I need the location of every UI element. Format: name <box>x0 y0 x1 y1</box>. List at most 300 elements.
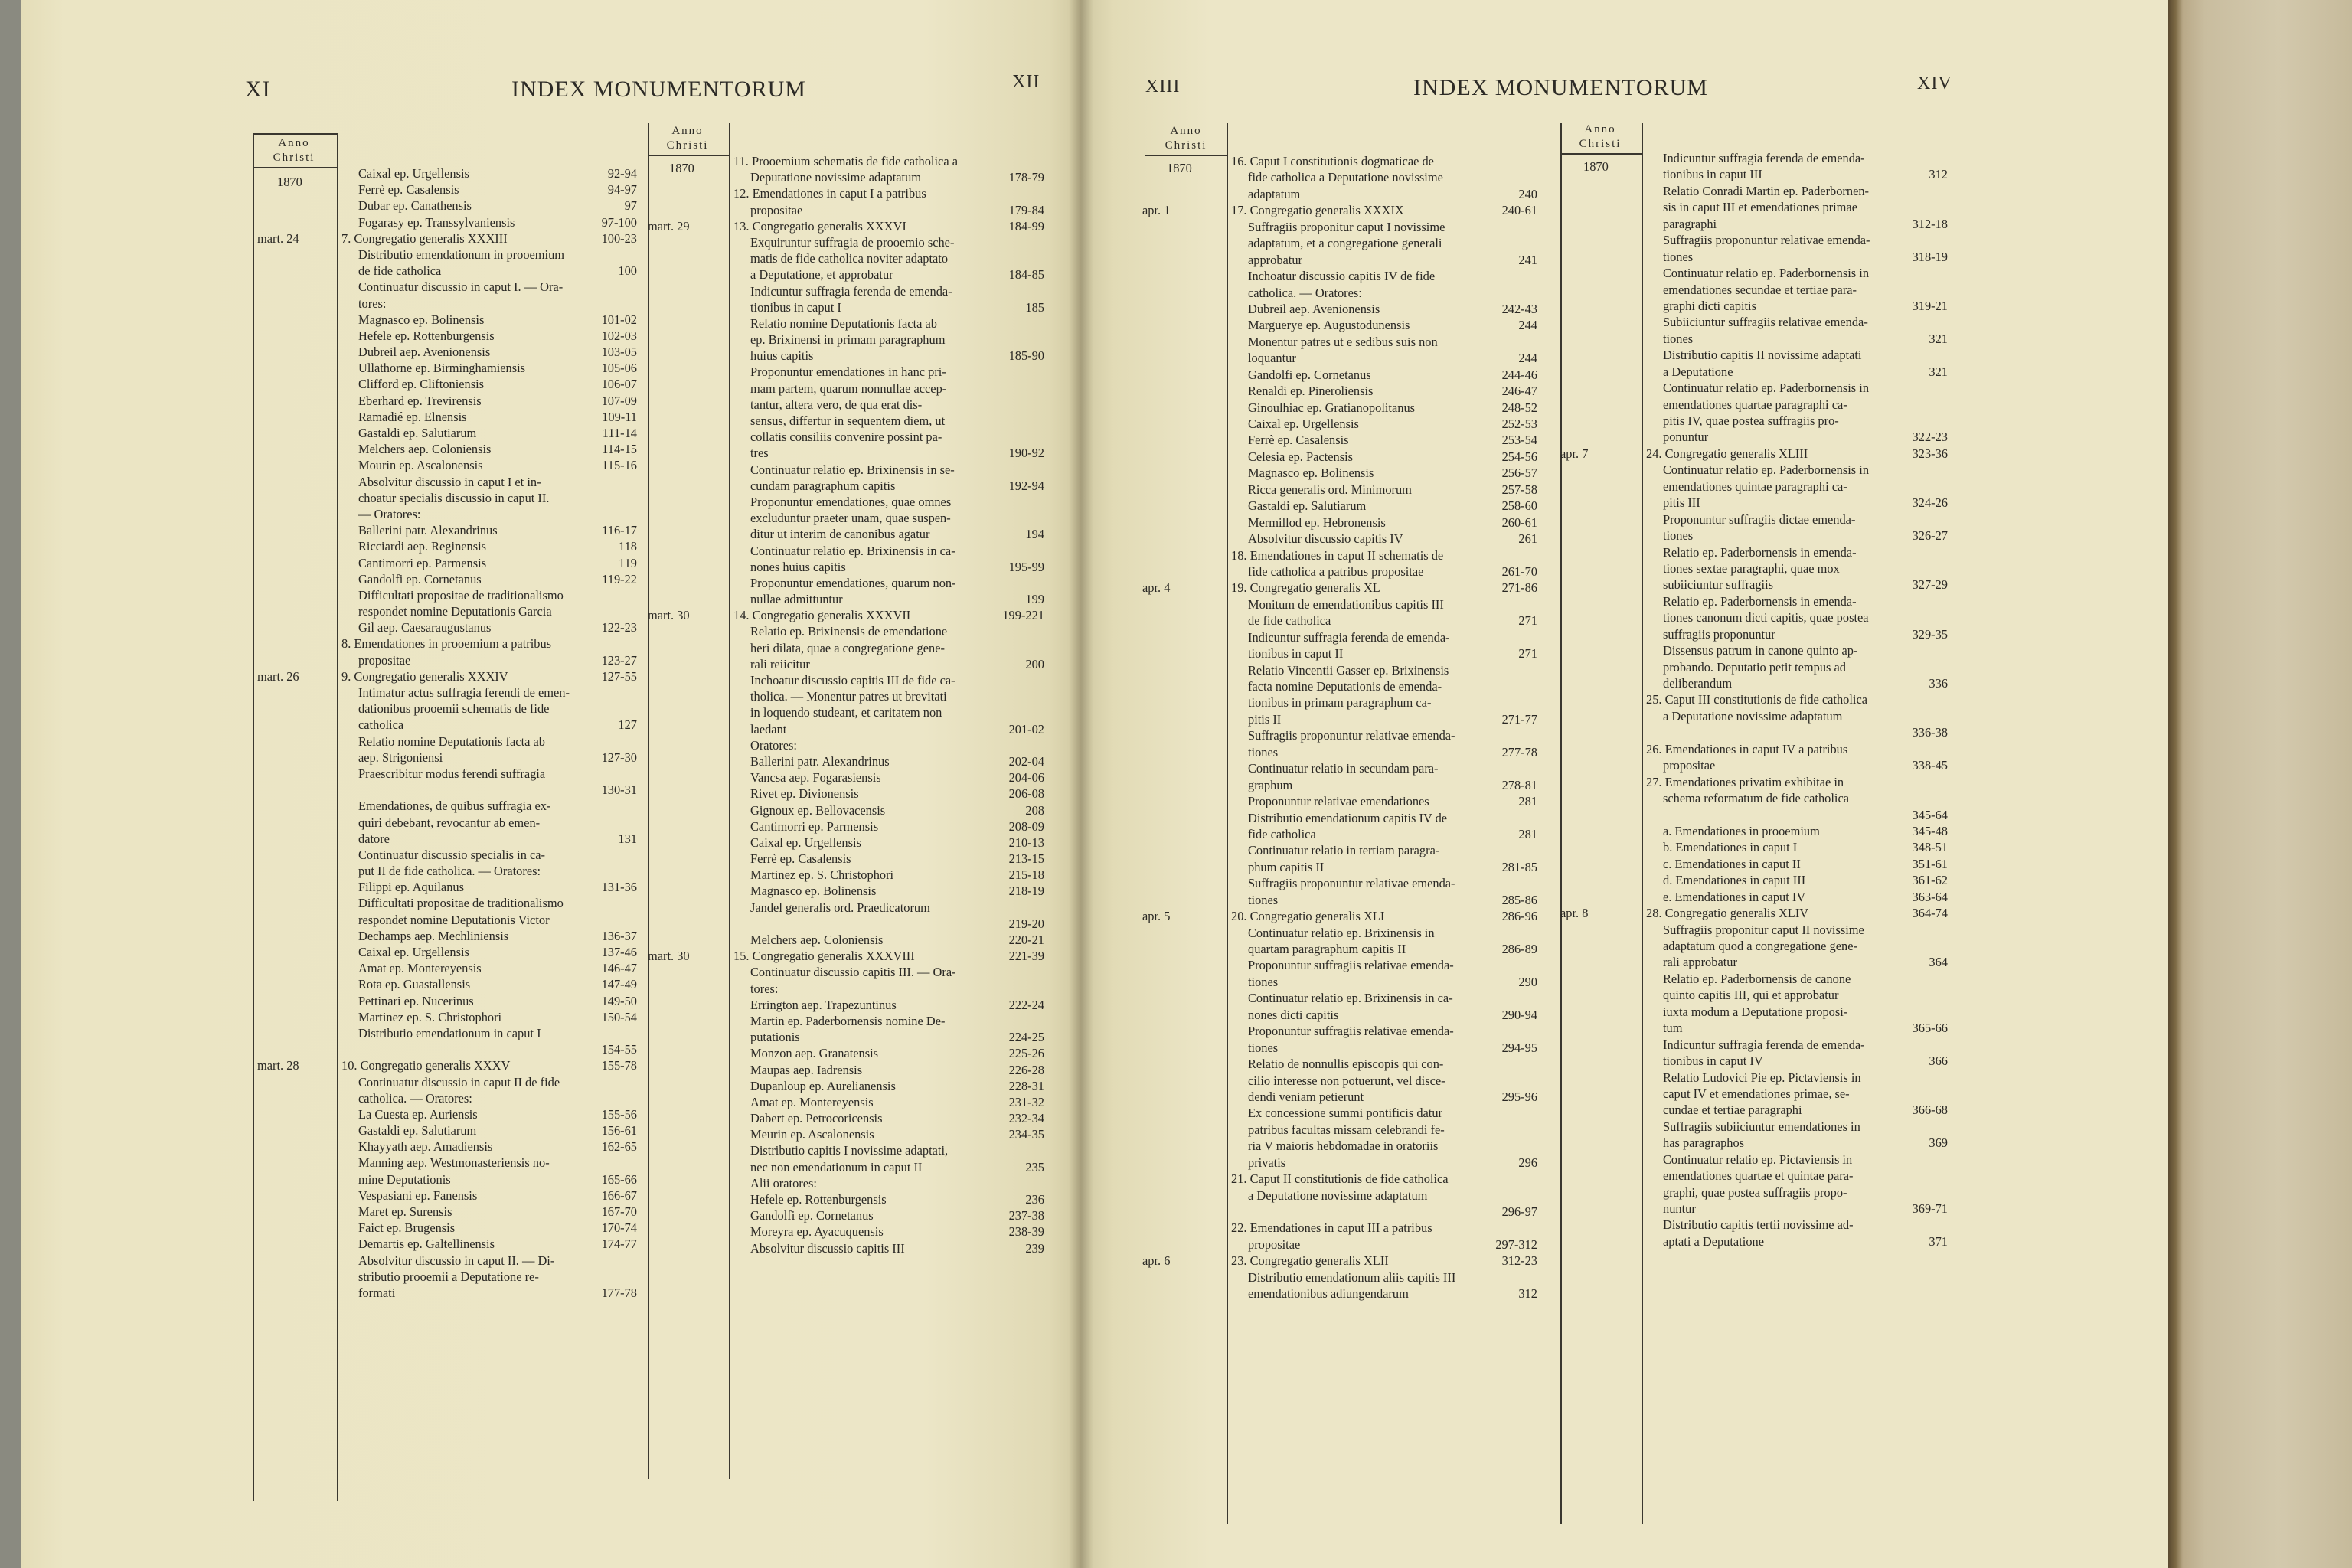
column-rule-1a <box>253 133 254 1501</box>
column-rule-2a <box>648 122 649 1479</box>
entry-page-ref: 178-79 <box>1008 170 1044 185</box>
entry-page-ref: 281 <box>1518 826 1537 841</box>
entry-page-ref: 237-38 <box>1008 1208 1044 1223</box>
entry-page-ref: 319-21 <box>1912 298 1948 313</box>
entry-text: Continuatur relatio ep. Brixinensis in ca- <box>750 543 956 558</box>
entry-text: cundae et tertiae paragraphi <box>1663 1102 1802 1118</box>
index-entry <box>1231 612 1537 629</box>
entry-text: Magnasco ep. Bolinensis <box>1248 466 1374 481</box>
entry-text: Relatio nomine Deputationis facta ab <box>358 733 545 749</box>
entry-page-ref: 226-28 <box>1008 1062 1044 1077</box>
entry-text: Distributio emendationum capitis IV de <box>1248 810 1448 825</box>
entry-text: Martinez ep. S. Christophori <box>750 867 894 883</box>
entry-text: Suffragiis proponitur caput II novissime <box>1663 922 1864 937</box>
index-entry <box>1231 169 1537 185</box>
index-entry <box>341 652 637 668</box>
entry-page-ref: 312 <box>1518 1286 1537 1302</box>
index-entry <box>341 263 637 279</box>
index-entry <box>1646 856 1948 872</box>
index-entry <box>1231 859 1537 875</box>
entry-text: cundam paragraphum capitis <box>750 478 896 493</box>
entry-text: matis de fide catholica noviter adaptato <box>750 251 949 266</box>
index-entry <box>341 571 637 587</box>
entry-text: Ullathorne ep. Birminghamiensis <box>358 361 526 376</box>
entry-page-ref: 228-31 <box>1008 1078 1044 1093</box>
header-rule-4 <box>1560 153 1642 155</box>
entry-text: Hefele ep. Rottenburgensis <box>750 1192 887 1207</box>
index-entry <box>1646 790 1948 806</box>
entry-text: Ricca generalis ord. Minimorum <box>1248 482 1412 497</box>
index-entry <box>1646 1135 1948 1151</box>
entry-text: Dupanloup ep. Aurelianensis <box>750 1078 896 1093</box>
entry-text: Ferrè ep. Casalensis <box>1248 433 1349 448</box>
entry-text: Distributio capitis I novissime adaptati, <box>750 1143 949 1158</box>
entry-text: suffragiis proponuntur <box>1663 626 1775 642</box>
index-entry <box>1646 216 1948 232</box>
index-entry <box>1646 1200 1948 1217</box>
entry-date: apr. 4 <box>1142 580 1171 596</box>
entry-date: apr. 6 <box>1142 1253 1171 1269</box>
index-entry <box>1646 166 1948 182</box>
entry-text: emendationes secundae et tertiae para- <box>1663 282 1857 297</box>
index-entry <box>733 169 1044 185</box>
entry-text: pitis IV, quae postea suffragiis pro- <box>1663 413 1839 428</box>
index-entry <box>648 607 1044 623</box>
entry-text: Proponuntur suffragiis relativae emenda- <box>1248 1024 1454 1039</box>
entry-page-ref: 221-39 <box>1008 949 1044 964</box>
index-entry <box>1231 1040 1537 1056</box>
index-entry <box>1646 544 1948 560</box>
index-entry <box>1231 1269 1537 1285</box>
column-rule-4b <box>1642 122 1643 1524</box>
index-entry <box>1231 531 1537 547</box>
entry-text: 19. Congregatio generalis XL <box>1231 580 1380 596</box>
entry-text: Demartis ep. Galtellinensis <box>358 1236 495 1252</box>
index-entry <box>733 526 1044 542</box>
entry-text: 21. Caput II constitutionis de fide catholica <box>1231 1171 1449 1187</box>
index-entry <box>1231 564 1537 580</box>
index-entry <box>733 753 1044 769</box>
index-entry <box>733 737 1044 753</box>
index-entry <box>341 782 637 798</box>
index-entry <box>733 462 1044 478</box>
entry-text: Gignoux ep. Bellovacensis <box>750 802 886 818</box>
index-entry <box>1646 741 1948 757</box>
index-entry <box>733 397 1044 413</box>
year-label-1: 1870 <box>277 175 302 189</box>
entry-page-ref: 105-06 <box>601 361 637 376</box>
entry-text: 14. Congregatio generalis XXXVII <box>733 608 911 623</box>
year-label-2: 1870 <box>669 161 694 175</box>
index-entry <box>1646 380 1948 396</box>
index-entry <box>1231 694 1537 710</box>
index-entry <box>341 296 637 312</box>
entry-text: Melchers aep. Coloniensis <box>750 933 884 947</box>
entry-page-ref: 290-94 <box>1501 1007 1537 1022</box>
index-entry <box>341 815 637 831</box>
entry-text: Filippi ep. Aquilanus <box>358 880 464 895</box>
index-entry <box>1646 889 1948 905</box>
entry-text: catholica <box>358 717 404 733</box>
entry-text: Eberhard ep. Trevirensis <box>358 393 482 408</box>
index-entry <box>1231 1138 1537 1154</box>
entry-page-ref: 224-25 <box>1008 1030 1044 1045</box>
index-entry <box>1646 298 1948 314</box>
entry-text: Proponuntur emendationes in hanc pri- <box>750 364 946 380</box>
index-entry <box>341 1025 637 1041</box>
index-entry <box>1646 823 1948 839</box>
entry-text: ditur ut interim de canonibus agatur <box>750 527 930 542</box>
index-entry <box>733 185 1044 201</box>
index-entry <box>733 704 1044 720</box>
entry-page-ref: 234-35 <box>1008 1127 1044 1142</box>
index-entry <box>341 247 637 263</box>
entry-text: Ballerini patr. Alexandrinus <box>358 523 498 538</box>
index-entry <box>733 1142 1044 1158</box>
entry-page-ref: 119-22 <box>602 571 637 586</box>
index-entry <box>1646 364 1948 380</box>
entry-text: nec non emendationum in caput II <box>750 1159 923 1174</box>
index-entry <box>341 165 637 181</box>
entry-text: Maret ep. Surensis <box>358 1204 452 1219</box>
entry-text: Suffragiis proponitur caput I novissime <box>1248 219 1446 234</box>
entry-text: emendationes quartae paragraphi ca- <box>1663 397 1847 412</box>
index-entry <box>733 640 1044 656</box>
entry-page-ref: 127 <box>618 717 637 733</box>
entry-page-ref: 106-07 <box>601 377 637 392</box>
index-entry <box>1142 1253 1537 1269</box>
index-entry <box>1231 826 1537 842</box>
anno-christi-header-3: Anno Christi <box>1165 125 1207 152</box>
index-entry <box>341 701 637 717</box>
entry-text: 23. Congregatio generalis XLII <box>1231 1253 1389 1269</box>
entry-page-ref: 162-65 <box>601 1139 637 1155</box>
entry-page-ref: 185-90 <box>1008 348 1044 364</box>
entry-text: — Oratores: <box>358 506 421 521</box>
entry-page-ref: 235 <box>1025 1159 1044 1174</box>
entry-text: 11. Prooemium schematis de fide catholica a <box>733 154 958 168</box>
entry-text: Monentur patres ut e sedibus suis non <box>1248 334 1438 349</box>
index-entry <box>1231 350 1537 366</box>
index-entry <box>1646 1217 1948 1233</box>
index-entry <box>1231 842 1537 858</box>
entry-page-ref: 345-48 <box>1912 823 1948 838</box>
entry-text: Proponuntur suffragiis dictae emenda- <box>1663 511 1856 527</box>
index-entry <box>733 510 1044 526</box>
entry-page-ref: 261 <box>1518 531 1537 547</box>
entry-text: Ballerini patr. Alexandrinus <box>750 753 890 769</box>
entry-text: Renaldi ep. Pineroliensis <box>1248 384 1374 399</box>
entry-page-ref: 281 <box>1518 794 1537 809</box>
index-entry <box>1646 971 1948 987</box>
entry-text: graphi, quae postea suffragiis propo- <box>1663 1184 1847 1200</box>
entry-text: Dubar ep. Canathensis <box>358 198 472 214</box>
index-entry <box>341 1253 637 1269</box>
column-rule-1b <box>337 133 338 1501</box>
entry-page-ref: 324-26 <box>1912 495 1948 511</box>
entry-text: Cantimorri ep. Parmensis <box>358 555 487 570</box>
entry-text: ep. Brixinensi in primam paragraphum <box>750 332 946 348</box>
index-entry <box>341 684 637 701</box>
entry-page-ref: 312-18 <box>1912 216 1948 231</box>
index-entry <box>341 1220 637 1236</box>
index-entry <box>1231 465 1537 481</box>
entry-text: choatur specialis discussio in caput II. <box>358 490 550 505</box>
index-entry <box>733 851 1044 867</box>
index-entry <box>1231 925 1537 941</box>
entry-text: privatis <box>1248 1155 1286 1170</box>
index-entry <box>341 538 637 554</box>
index-entry <box>733 1045 1044 1061</box>
entry-text: graphum <box>1248 777 1293 792</box>
entry-text: 25. Caput III constitutionis de fide catholica <box>1646 692 1868 707</box>
index-entry <box>733 332 1044 348</box>
entry-date: mart. 28 <box>257 1058 299 1073</box>
index-entry <box>1231 1187 1537 1204</box>
entry-page-ref: 184-99 <box>1008 218 1044 234</box>
entry-page-ref: 131 <box>618 831 637 846</box>
index-entry <box>341 587 637 603</box>
entry-text: caput IV et emendationes primae, se- <box>1663 1086 1850 1101</box>
entry-page-ref: 206-08 <box>1008 786 1044 802</box>
entry-page-ref: 364-74 <box>1912 906 1948 921</box>
entry-text: loquantur <box>1248 351 1296 366</box>
entry-text: tum <box>1663 1021 1683 1036</box>
index-entry <box>1646 199 1948 215</box>
entry-page-ref: 131-36 <box>601 880 637 895</box>
index-entry <box>1646 626 1948 642</box>
entry-page-ref: 256-57 <box>1501 466 1537 481</box>
entry-page-ref: 338-45 <box>1912 758 1948 773</box>
index-entry <box>1231 1089 1537 1105</box>
entry-text: Indicuntur suffragia ferenda de emenda- <box>1248 629 1450 645</box>
index-entry <box>341 976 637 992</box>
index-entry <box>1646 724 1948 740</box>
entry-text: Monitum de emendationibus capitis III <box>1248 596 1444 612</box>
entry-page-ref: 327-29 <box>1912 577 1948 593</box>
index-entry <box>733 997 1044 1013</box>
entry-text: adaptatum <box>1248 186 1301 201</box>
entry-text: Hefele ep. Rottenburgensis <box>358 328 495 343</box>
entry-text: Distributio emendationum in caput I <box>358 1025 541 1040</box>
entry-page-ref: 116-17 <box>602 523 637 538</box>
entry-page-ref: 366-68 <box>1912 1102 1948 1118</box>
entry-text: collatis consiliis convenire possint pa- <box>750 430 942 445</box>
entry-text: datore <box>358 831 390 846</box>
entry-text: propositae <box>750 202 803 217</box>
entry-text: Absolvitur discussio in caput II. — Di- <box>358 1253 555 1268</box>
entry-page-ref: 147-49 <box>601 977 637 992</box>
entry-text: huius capitis <box>750 348 814 364</box>
entry-date: mart. 26 <box>257 668 299 684</box>
index-entry <box>341 409 637 425</box>
entry-text: Oratores: <box>750 737 797 753</box>
index-entry <box>341 766 637 782</box>
entry-text: Distributio capitis tertii novissime ad- <box>1663 1217 1854 1233</box>
entry-text: Intimatur actus suffragia ferendi de emen- <box>358 685 570 700</box>
index-entry <box>733 559 1044 575</box>
index-entry <box>341 198 637 214</box>
index-entry <box>1231 449 1537 465</box>
entry-text: respondet nomine Deputationis Victor <box>358 912 550 927</box>
entry-page-ref: 199 <box>1025 592 1044 607</box>
index-entry <box>1646 872 1948 888</box>
entry-page-ref: 295-96 <box>1501 1089 1537 1104</box>
entry-page-ref: 155-56 <box>601 1106 637 1122</box>
index-entry <box>1231 1023 1537 1039</box>
entry-text: sensus, differtur in sequentem diem, ut <box>750 413 946 428</box>
entry-text: pitis II <box>1248 711 1282 727</box>
entry-text: aep. Strigoniensi <box>358 750 443 765</box>
entry-text: Inchoatur discussio capitis III de fide ca- <box>750 673 956 688</box>
entry-text: Martin ep. Paderbornensis nomine De- <box>750 1013 946 1028</box>
entry-text: iuxta modum a Deputatione proposi- <box>1663 1004 1848 1019</box>
entry-text: Emendationes, de quibus suffragia ex- <box>358 799 551 814</box>
entry-text: Mourin ep. Ascalonensis <box>358 458 483 473</box>
entry-page-ref: 363-64 <box>1912 889 1948 904</box>
index-entry <box>1646 1086 1948 1102</box>
index-entry <box>733 348 1044 364</box>
entry-text: Manning aep. Westmonasteriensis no- <box>358 1155 550 1171</box>
entry-text: 28. Congregatio generalis XLIV <box>1646 906 1809 921</box>
index-entry <box>1231 645 1537 662</box>
index-entry <box>1231 1204 1537 1220</box>
index-entry <box>1231 432 1537 448</box>
entry-page-ref: 348-51 <box>1912 840 1948 855</box>
index-entry <box>257 668 637 684</box>
index-entry <box>341 1269 637 1285</box>
index-entry <box>733 786 1044 802</box>
index-entry <box>733 445 1044 461</box>
entry-page-ref: 208-09 <box>1008 818 1044 834</box>
entry-text: Marguerye ep. Augustodunensis <box>1248 318 1410 333</box>
header-rule-1b <box>253 167 337 168</box>
entry-text: approbatur <box>1248 252 1302 267</box>
header-rule-3 <box>1145 155 1227 156</box>
entry-date: mart. 30 <box>648 608 690 623</box>
entry-page-ref: 218-19 <box>1008 884 1044 899</box>
index-entry <box>1646 593 1948 609</box>
entry-page-ref: 345-64 <box>1912 807 1948 822</box>
index-entry <box>1646 314 1948 330</box>
entry-page-ref: 195-99 <box>1008 559 1044 574</box>
entry-page-ref: 246-47 <box>1501 384 1537 399</box>
index-entry <box>1646 987 1948 1003</box>
index-entry <box>1231 793 1537 809</box>
entry-page-ref: 322-23 <box>1912 430 1948 445</box>
running-title-right: INDEX MONUMENTORUM <box>1413 75 1708 100</box>
entry-page-ref: 321 <box>1929 331 1948 346</box>
index-entry <box>1231 810 1537 826</box>
entry-page-ref: 150-54 <box>601 1009 637 1024</box>
index-entry <box>341 279 637 295</box>
index-entry <box>341 798 637 814</box>
entry-text: tionibus in caput II <box>1248 646 1344 662</box>
column-rule-3 <box>1227 122 1228 1524</box>
entry-text: Absolvitur discussio capitis III <box>750 1240 905 1256</box>
entry-page-ref: 94-97 <box>607 182 637 198</box>
entry-page-ref: 297-312 <box>1495 1236 1537 1252</box>
index-entry <box>1560 905 1948 921</box>
index-entry <box>733 1078 1044 1094</box>
index-entry <box>1646 954 1948 970</box>
entry-text: tores: <box>750 981 779 996</box>
entry-page-ref: 202-04 <box>1008 753 1044 769</box>
entry-text: putationis <box>750 1030 800 1045</box>
index-entry <box>341 1187 637 1204</box>
entry-text: Gandolfi ep. Cornetanus <box>750 1208 874 1223</box>
entry-text: Praescribitur modus ferendi suffragia <box>358 766 546 781</box>
index-entry <box>341 1009 637 1025</box>
entry-text: tores: <box>358 296 387 311</box>
entry-date: mart. 30 <box>648 949 690 964</box>
entry-text: 9. Congregatio generalis XXXIV <box>341 668 508 684</box>
entry-text: Celesia ep. Pactensis <box>1248 449 1354 464</box>
entry-text: Distributio capitis II novissime adaptati <box>1663 348 1862 363</box>
entry-text: Dabert ep. Petrocoricensis <box>750 1111 883 1126</box>
entry-text: Gil aep. Caesaraugustanus <box>358 620 492 635</box>
index-entry <box>1646 807 1948 823</box>
index-entry <box>1646 495 1948 511</box>
entry-text: Relatio Vincentii Gasser ep. Brixinensis <box>1248 662 1449 678</box>
index-entry <box>1646 429 1948 445</box>
entry-text: dendi veniam petierunt <box>1248 1089 1364 1104</box>
entry-page-ref: 257-58 <box>1501 482 1537 497</box>
entry-page-ref: 323-36 <box>1912 446 1948 461</box>
index-entry <box>1231 400 1537 416</box>
index-entry <box>648 218 1044 234</box>
entry-text: a Deputatione novissime adaptatum <box>1248 1187 1428 1203</box>
index-entry <box>341 1204 637 1220</box>
entry-text: emendationes quintae paragraphi ca- <box>1663 479 1847 494</box>
entry-page-ref: 252-53 <box>1501 416 1537 431</box>
entry-text: Proponuntur emendationes, quarum non- <box>750 575 956 590</box>
anno-christi-header-2: Anno Christi <box>666 125 709 152</box>
index-entry <box>1231 252 1537 268</box>
index-entry <box>341 750 637 766</box>
index-entry <box>1231 1220 1537 1236</box>
entry-page-ref: 199-221 <box>1002 608 1044 623</box>
index-entry <box>733 688 1044 704</box>
entry-page-ref: 364 <box>1929 955 1948 970</box>
index-entry <box>733 591 1044 607</box>
entry-page-ref: 102-03 <box>601 328 637 343</box>
entry-text: Ricciardi aep. Reginensis <box>358 539 487 554</box>
entry-page-ref: 260-61 <box>1501 514 1537 530</box>
index-entry <box>1646 249 1948 265</box>
entry-text: Mermillod ep. Hebronensis <box>1248 514 1386 530</box>
index-entry <box>733 494 1044 510</box>
index-entry <box>1231 235 1537 251</box>
entry-text: Khayyath aep. Amadiensis <box>358 1139 493 1155</box>
index-entry <box>1646 1168 1948 1184</box>
entry-text: 20. Congregatio generalis XLI <box>1231 909 1385 924</box>
index-entry <box>733 250 1044 266</box>
entry-text: Continuatur relatio ep. Brixinensis in <box>1248 925 1435 940</box>
index-entry <box>341 603 637 619</box>
entry-text: Indicuntur suffragia ferenda de emenda- <box>750 283 952 299</box>
index-entry <box>1231 974 1537 990</box>
index-entry <box>733 900 1044 916</box>
entry-text: quiri debebant, revocantur ab emen- <box>358 815 541 830</box>
index-entry <box>341 1090 637 1106</box>
index-entry <box>1646 1184 1948 1200</box>
entry-text: a Deputatione, et approbatur <box>750 267 893 283</box>
year-label-3: 1870 <box>1167 161 1192 175</box>
entry-page-ref: 137-46 <box>601 945 637 959</box>
entry-text: Maupas aep. Iadrensis <box>750 1062 863 1077</box>
entry-text: Distributio emendationum aliis capitis III <box>1248 1269 1456 1285</box>
